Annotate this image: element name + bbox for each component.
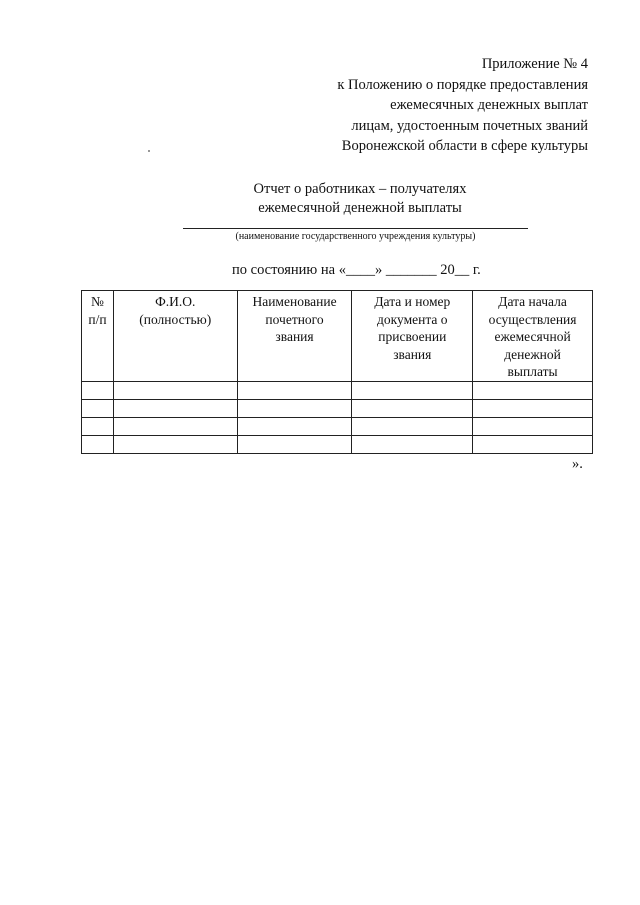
- header-line: (полностью): [139, 311, 212, 327]
- header-line: Дата начала: [498, 294, 567, 309]
- table-header-row: [82, 291, 593, 382]
- table-cell: [82, 381, 114, 399]
- table-cell: [82, 417, 114, 435]
- table-cell: [82, 435, 114, 453]
- table-cell: [113, 435, 237, 453]
- appendix-line: к Положению о порядке предоставления: [337, 76, 588, 93]
- table-cell: [473, 381, 593, 399]
- header-line: документа о: [377, 311, 448, 327]
- table-row: [82, 381, 593, 399]
- col-header-title-name: [237, 291, 352, 382]
- table-row: [82, 399, 593, 417]
- table-cell: [473, 399, 593, 417]
- report-title: [170, 180, 550, 218]
- table-cell: [237, 435, 352, 453]
- header-line: звания: [393, 346, 432, 362]
- table-cell: [113, 417, 237, 435]
- appendix-line: Приложение № 4: [481, 56, 588, 72]
- as-of-date-line: по состоянию на «____» _______ 20__ г.: [232, 262, 481, 278]
- col-header-full-name: [113, 291, 237, 382]
- col-header-payment-start: [473, 291, 593, 382]
- header-line: п/п: [88, 311, 107, 327]
- header-line: звания: [275, 329, 314, 344]
- institution-name-blank: [183, 228, 528, 229]
- table-cell: [352, 399, 473, 417]
- header-line: присвоении: [378, 329, 447, 344]
- table-cell: [237, 399, 352, 417]
- header-line: осуществления: [488, 311, 577, 327]
- report-table: [81, 290, 593, 454]
- table-cell: [113, 381, 237, 399]
- table-cell: [237, 381, 352, 399]
- header-line: Ф.И.О.: [155, 294, 196, 309]
- appendix-line: лицам, удостоенным почетных званий: [351, 117, 588, 134]
- appendix-line: Воронежской области в сфере культуры: [341, 138, 588, 154]
- table-cell: [82, 399, 114, 417]
- scan-speck: [148, 150, 150, 152]
- col-header-document: [352, 291, 473, 382]
- title-line: ежемесячной денежной выплаты: [258, 200, 462, 216]
- appendix-header: [288, 54, 588, 157]
- table-body: [82, 381, 593, 453]
- title-line: Отчет о работниках – получателях: [253, 181, 467, 197]
- table-row: [82, 417, 593, 435]
- table-cell: [237, 417, 352, 435]
- institution-caption: (наименование государственного учреждения культуры): [235, 231, 476, 242]
- header-line: ежемесячной: [494, 329, 571, 344]
- table-cell: [113, 399, 237, 417]
- header-line: почетного: [265, 311, 324, 327]
- table-cell: [352, 381, 473, 399]
- col-header-number: [82, 291, 114, 382]
- table-cell: [352, 435, 473, 453]
- appendix-line: ежемесячных денежных выплат: [390, 97, 588, 113]
- header-line: Дата и номер: [374, 294, 451, 309]
- header-line: денежной: [504, 346, 561, 362]
- table-cell: [352, 417, 473, 435]
- header-line: №: [91, 294, 104, 309]
- header-line: выплаты: [507, 364, 558, 379]
- table-cell: [473, 417, 593, 435]
- table-row: [82, 435, 593, 453]
- header-line: Наименование: [252, 294, 337, 309]
- closing-quote: ».: [572, 456, 583, 472]
- table-cell: [473, 435, 593, 453]
